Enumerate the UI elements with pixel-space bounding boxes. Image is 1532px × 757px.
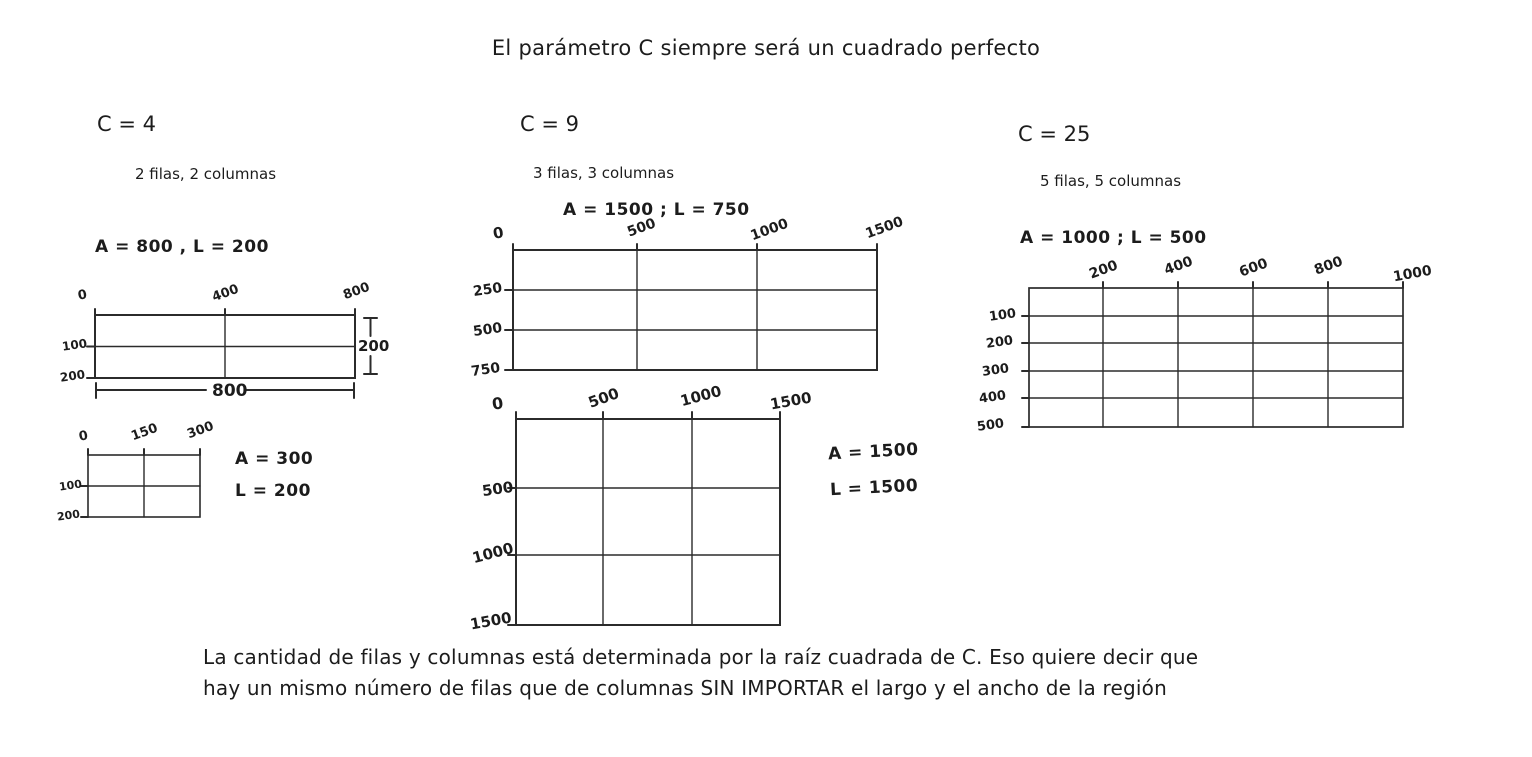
c4-grid2-length-label: L = 200 <box>235 481 311 501</box>
c4-grid1-figure <box>59 279 405 418</box>
c9-dims-label: A = 1500 ; L = 750 <box>563 200 750 220</box>
c4-grid1-xtick-0: 0 <box>76 287 89 304</box>
c25-grid1-xtick-400: 400 <box>1162 253 1196 279</box>
c9-grid1-xtick-1000: 1000 <box>748 215 791 245</box>
c4-grid2-xtick-300: 300 <box>185 418 216 443</box>
c25-grid1-xtick-200: 200 <box>1087 257 1121 283</box>
c9-grid2-xtick-1500: 1500 <box>768 388 813 414</box>
c9-grid1-ytick-750: 750 <box>470 360 502 380</box>
c25-grid1-xtick-800: 800 <box>1312 253 1346 279</box>
c9-grid1-xtick-1500: 1500 <box>863 213 906 243</box>
c4-grid1-height-dim-label: 200 <box>358 337 390 355</box>
c25-dims-label: A = 1000 ; L = 500 <box>1020 228 1207 248</box>
c9-grid1-ytick-500: 500 <box>472 320 504 340</box>
c4-grid1-xtick-400: 400 <box>210 281 241 306</box>
c25-grid1-ytick-400: 400 <box>978 388 1008 407</box>
c9-subtitle: 3 filas, 3 columnas <box>533 164 675 182</box>
footer-text-line1: La cantidad de filas y columnas está determinada por la raíz cuadrada de C. Eso quiere decir que <box>203 645 1199 669</box>
c25-subtitle: 5 filas, 5 columnas <box>1040 172 1182 190</box>
c4-heading: C = 4 <box>97 112 156 136</box>
footer-text-line2: hay un mismo número de filas que de columnas SIN IMPORTAR el largo y el ancho de la región <box>203 676 1167 700</box>
c25-grid1-ytick-300: 300 <box>981 361 1011 380</box>
c9-grid2-ytick-1500: 1500 <box>468 608 513 634</box>
c9-grid2-xtick-0: 0 <box>490 393 505 414</box>
c9-grid2-ytick-500: 500 <box>480 477 515 501</box>
c4-grid1-xtick-800: 800 <box>341 279 372 304</box>
c25-grid1-drawing <box>975 258 1475 443</box>
c9-grid1-xtick-0: 0 <box>491 223 505 243</box>
c9-grid2-xtick-500: 500 <box>585 384 622 412</box>
c4-grid2-ytick-100: 100 <box>58 477 83 494</box>
c9-grid1-figure <box>455 213 930 382</box>
c25-grid1-ytick-500: 500 <box>976 416 1006 435</box>
c25-grid1-ytick-200: 200 <box>985 333 1015 352</box>
c9-grid1-ytick-250: 250 <box>472 280 504 300</box>
c4-subtitle: 2 filas, 2 columnas <box>135 165 277 183</box>
c25-grid1-xtick-1000: 1000 <box>1391 262 1434 286</box>
c9-grid2-length-label: L = 1500 <box>829 475 919 501</box>
c4-grid2-area-label: A = 300 <box>235 449 314 469</box>
c25-grid1-ytick-100: 100 <box>988 306 1018 325</box>
c9-grid2-figure <box>440 381 930 642</box>
c4-grid2-figure <box>55 418 325 535</box>
c4-grid2-xtick-150: 150 <box>129 420 160 445</box>
c25-heading: C = 25 <box>1018 122 1091 146</box>
c4-grid2-ytick-200: 200 <box>56 507 81 524</box>
c9-grid1-xtick-500: 500 <box>625 215 659 241</box>
c9-grid2-ytick-1000: 1000 <box>470 538 516 568</box>
c4-grid1-ytick-100: 100 <box>61 336 88 354</box>
c9-heading: C = 9 <box>520 112 579 136</box>
page-title: El parámetro C siempre será un cuadrado perfecto <box>491 36 1041 60</box>
c9-grid2-xtick-1000: 1000 <box>678 381 724 411</box>
c25-grid1-figure <box>975 253 1475 443</box>
c4-grid2-xtick-0: 0 <box>77 428 90 445</box>
c25-grid1-xtick-600: 600 <box>1237 255 1271 281</box>
c9-grid2-drawing <box>440 392 930 642</box>
c9-grid1-drawing <box>455 222 930 382</box>
c9-grid2-area-label: A = 1500 <box>827 439 920 465</box>
c4-dims-label: A = 800 , L = 200 <box>95 237 269 257</box>
c4-grid1-ytick-200: 200 <box>59 367 86 385</box>
c4-grid1-width-dim-label: 800 <box>212 381 248 401</box>
